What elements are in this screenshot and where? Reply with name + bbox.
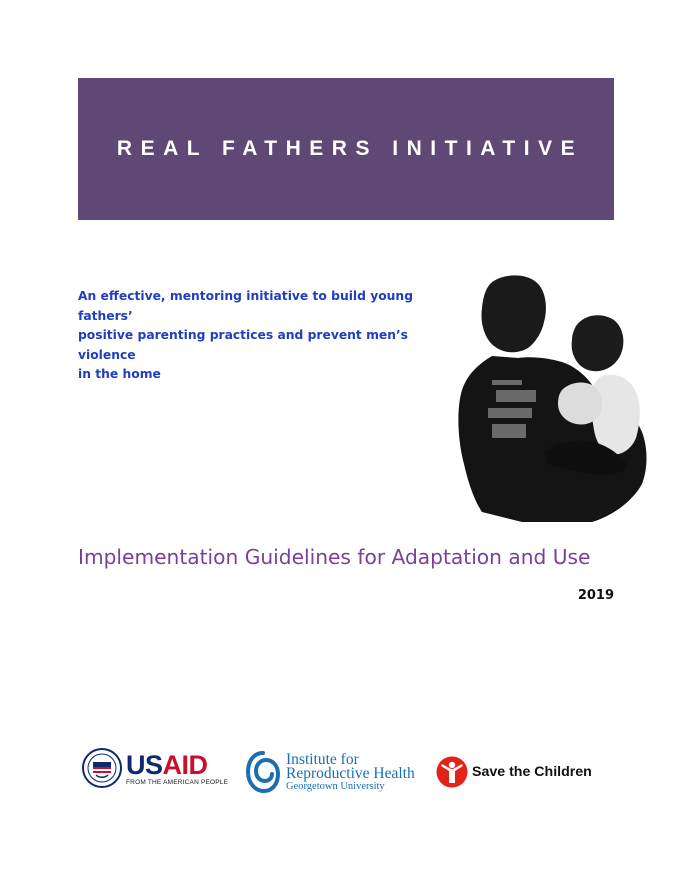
- partner-logos: [78, 748, 618, 800]
- save-the-children-icon: [436, 756, 468, 788]
- irh-line2: Reproductive Health: [286, 764, 415, 782]
- publication-year: 2019: [577, 588, 614, 603]
- usaid-tagline: FROM THE AMERICAN PEOPLE: [126, 778, 229, 786]
- document-subtitle: Implementation Guidelines for Adaptation and Use: [78, 545, 591, 569]
- usaid-name-part1: US: [126, 749, 163, 780]
- save-the-children-logo: [436, 756, 592, 788]
- tagline: [78, 287, 468, 385]
- usaid-logo: [82, 748, 228, 788]
- irh-line1: Institute for: [286, 750, 359, 768]
- tagline-line: in the home: [78, 367, 161, 381]
- stc-name: Save the Children: [472, 764, 592, 780]
- irh-line3: Georgetown University: [286, 780, 385, 792]
- usaid-name-part2: AID: [162, 749, 208, 780]
- tagline-line: An effective, mentoring initiative to build young fathers’: [78, 289, 413, 323]
- irh-logo-icon: [246, 750, 280, 794]
- banner-title: REAL FATHERS INITIATIVE: [116, 137, 584, 160]
- usaid-seal-icon: [82, 748, 122, 788]
- title-banner: [78, 78, 614, 220]
- tagline-line: positive parenting practices and prevent men’s violence: [78, 328, 408, 362]
- irh-logo: [246, 750, 415, 794]
- father-and-child-photo: [452, 272, 652, 524]
